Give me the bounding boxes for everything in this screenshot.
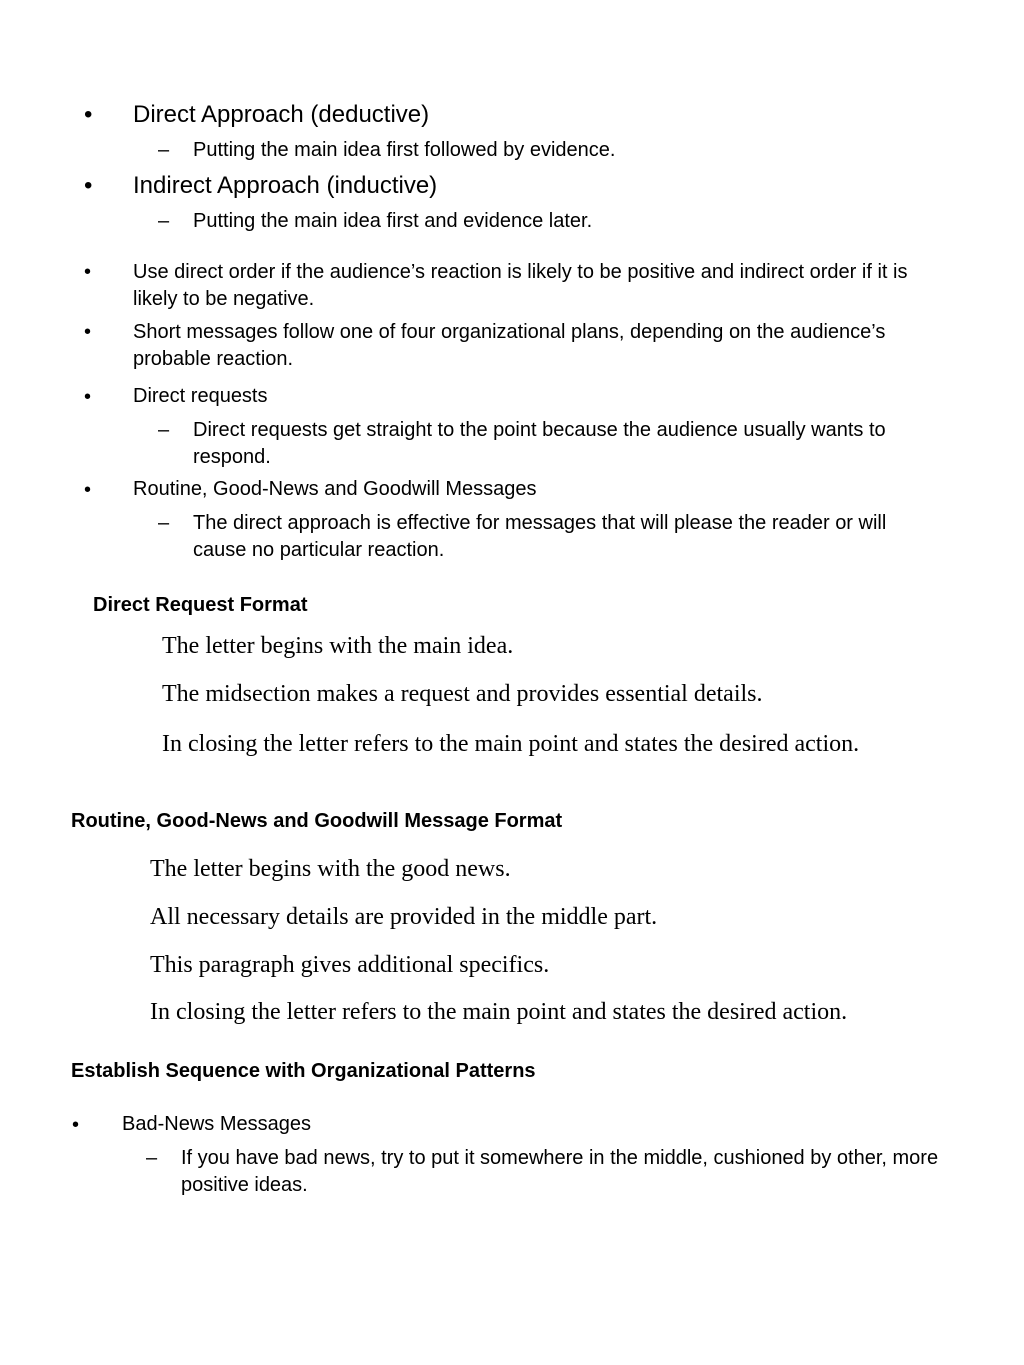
routine-format-line-4: In closing the letter refers to the main point and states the desired action. — [150, 999, 848, 1025]
bullet-marker: • — [84, 479, 92, 501]
sequence-heading: Establish Sequence with Organizational Patterns — [71, 1060, 536, 1082]
bullet-marker: • — [84, 386, 92, 408]
organizational-plans-text: Short messages follow one of four organizational plans, depending on the audience’s probable reaction. — [133, 321, 886, 370]
direct-order-guidance: Use direct order if the audience’s reaction is likely to be positive and indirect order if it is likely to be negative. — [133, 261, 908, 310]
dash-marker: – — [146, 1147, 158, 1169]
routine-format-line-1: The letter begins with the good news. — [150, 856, 511, 882]
direct-requests-description: Direct requests get straight to the point because the audience usually wants to respond. — [193, 419, 886, 468]
direct-request-line-2: The midsection makes a request and provides essential details. — [162, 681, 763, 707]
bullet-marker: • — [72, 1114, 80, 1136]
indirect-approach-label: Indirect Approach (inductive) — [133, 172, 438, 199]
direct-request-line-1: The letter begins with the main idea. — [162, 633, 514, 659]
dash-marker: – — [158, 210, 170, 232]
dash-marker: – — [158, 512, 170, 534]
routine-messages-description: The direct approach is effective for messages that will please the reader or will cause no particular reaction. — [193, 512, 887, 561]
bullet-marker: • — [84, 101, 93, 128]
bullet-marker: • — [84, 321, 92, 343]
routine-format-line-2: All necessary details are provided in the middle part. — [150, 904, 658, 930]
bad-news-description: If you have bad news, try to put it somewhere in the middle, cushioned by other, more positive ideas. — [181, 1147, 939, 1196]
bad-news-label: Bad-News Messages — [122, 1113, 311, 1135]
dash-marker: – — [158, 139, 170, 161]
direct-approach-label: Direct Approach (deductive) — [133, 101, 430, 128]
indirect-approach-description: Putting the main idea first and evidence later. — [193, 210, 593, 232]
direct-request-format-heading: Direct Request Format — [93, 594, 308, 616]
direct-requests-label: Direct requests — [133, 385, 268, 407]
bullet-marker: • — [84, 261, 92, 283]
routine-messages-label: Routine, Good-News and Goodwill Messages — [133, 478, 537, 500]
routine-format-heading: Routine, Good-News and Goodwill Message Format — [71, 810, 563, 832]
direct-request-line-3: In closing the letter refers to the main point and states the desired action. — [162, 731, 860, 757]
dash-marker: – — [158, 419, 170, 441]
routine-format-line-3: This paragraph gives additional specifics. — [150, 952, 550, 978]
bullet-marker: • — [84, 172, 93, 199]
direct-approach-description: Putting the main idea first followed by evidence. — [193, 139, 616, 161]
